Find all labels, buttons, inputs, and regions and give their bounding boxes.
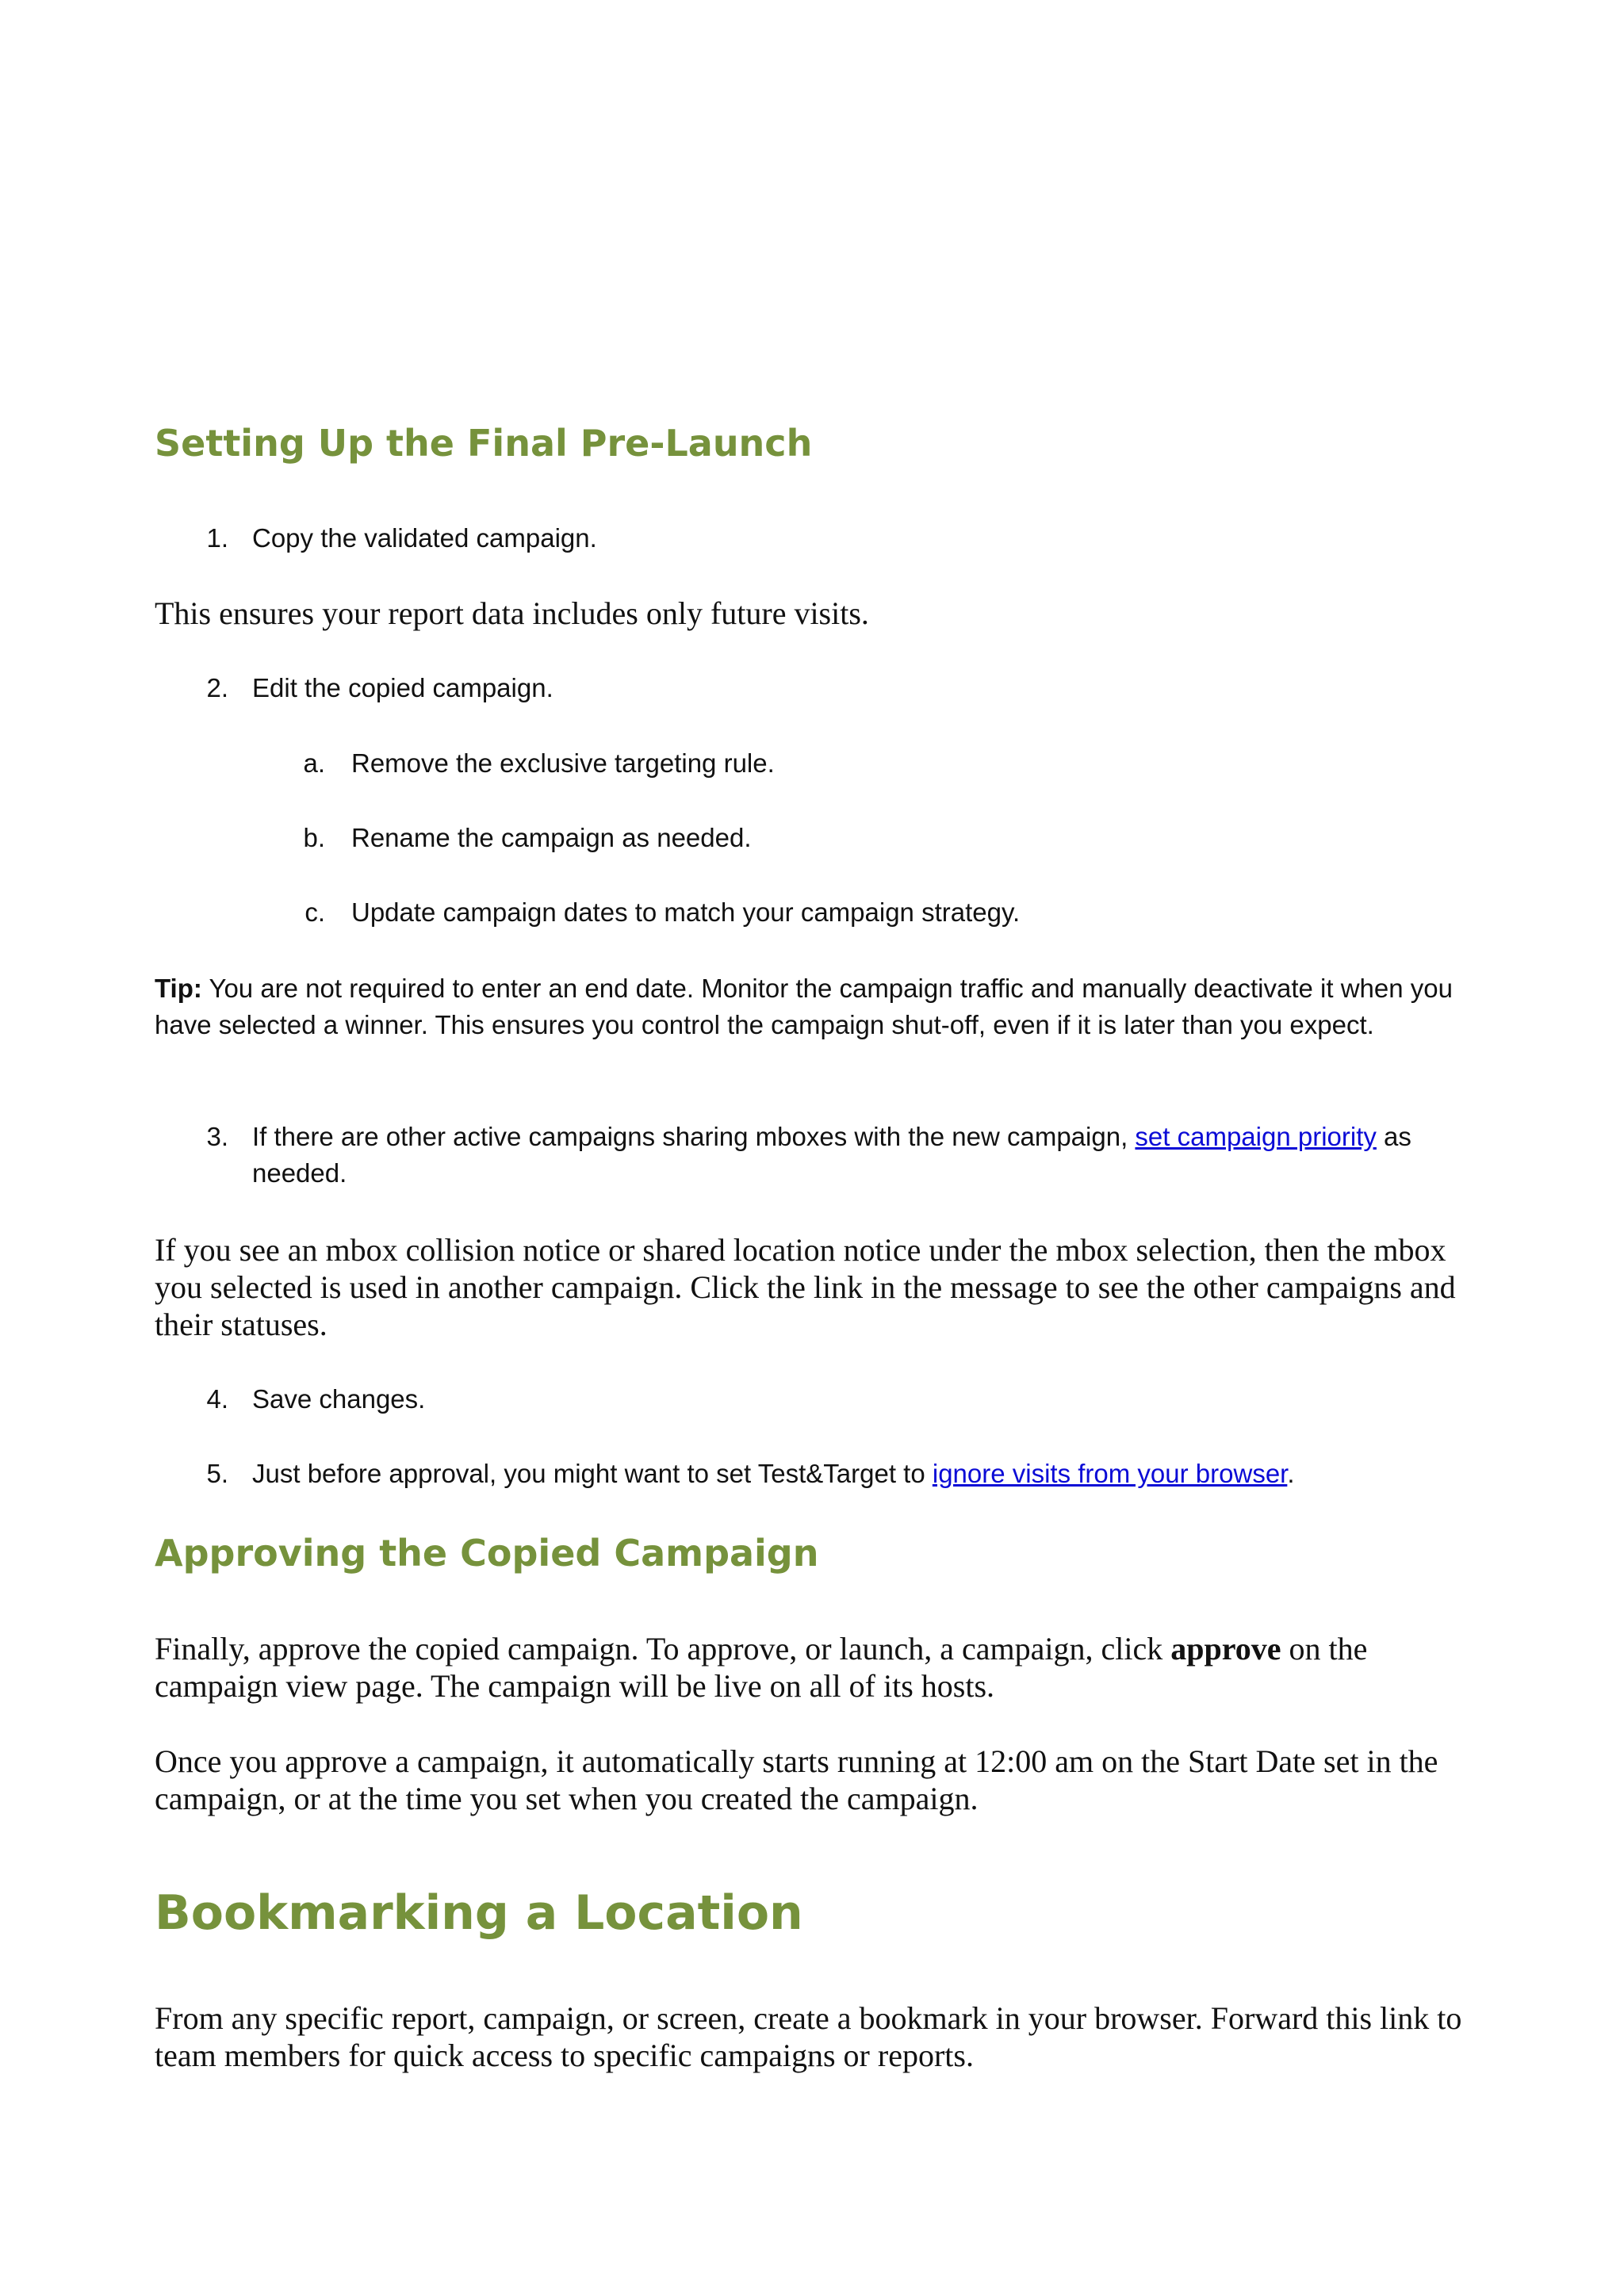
list-number: 4. <box>206 1384 228 1414</box>
sublist-item-update-dates: Update campaign dates to match your campaign strategy. <box>351 897 1021 927</box>
section-heading-final-prelaunch: Setting Up the Final Pre-Launch <box>155 422 813 465</box>
step5-text-after: . <box>1287 1459 1295 1488</box>
list-number: 1. <box>206 523 228 553</box>
sublist-item-rename: Rename the campaign as needed. <box>351 823 752 852</box>
paragraph-mbox-collision: If you see an mbox collision notice or shared location notice under the mbox selection, then the mbox you selected is used in another campaign. Click the link in the message to see the other campaigns and their statuses. <box>155 1232 1456 1342</box>
list-number: 5. <box>206 1459 228 1488</box>
approve-text-after: on the campaign view page. The campaign will be live on all of its hosts. <box>155 1631 1368 1704</box>
list-number: 3. <box>206 1122 228 1151</box>
list-item-save-changes: Save changes. <box>252 1384 426 1414</box>
sublist-letter: b. <box>303 823 325 852</box>
set-campaign-priority-link[interactable]: set campaign priority <box>1135 1122 1377 1151</box>
paragraph-bookmark: From any specific report, campaign, or screen, create a bookmark in your browser. Forward this link to team members for quick access to specific campaigns or reports. <box>155 2000 1462 2073</box>
step5-text-before: Just before approval, you might want to set Test&Target to <box>252 1459 933 1488</box>
section-heading-bookmarking: Bookmarking a Location <box>155 1885 803 1941</box>
paragraph-start-date: Once you approve a campaign, it automatically starts running at 12:00 am on the Start Date set in the campaign, or at the time you set when you created the campaign. <box>155 1743 1438 1816</box>
step3-text-after: as needed. <box>252 1122 1411 1188</box>
list-item-set-priority <box>252 1119 1465 1192</box>
list-item-edit-campaign: Edit the copied campaign. <box>252 673 553 702</box>
list-number: 2. <box>206 673 228 702</box>
ignore-visits-link[interactable]: ignore visits from your browser <box>932 1459 1288 1488</box>
paragraph-approve <box>155 1630 1463 1705</box>
approve-text-before: Finally, approve the copied campaign. To approve, or launch, a campaign, click <box>155 1631 1171 1667</box>
step3-text-before: If there are other active campaigns sharing mboxes with the new campaign, <box>252 1122 1136 1151</box>
sublist-letter: a. <box>303 748 325 778</box>
tip-text: You are not required to enter an end date. Monitor the campaign traffic and manually deactivate it when you have selected a winner. This ensures you control the campaign shut-off, even if it is later than you expect. <box>155 974 1453 1039</box>
list-item-ignore-visits <box>252 1456 1521 1492</box>
tip-paragraph <box>155 970 1463 1043</box>
section-heading-approving: Approving the Copied Campaign <box>155 1532 819 1575</box>
tip-label: Tip: <box>155 974 202 1003</box>
approve-bold: approve <box>1170 1631 1281 1667</box>
sublist-letter: c. <box>304 897 325 927</box>
list-item-copy-campaign: Copy the validated campaign. <box>252 523 597 553</box>
sublist-item-remove-rule: Remove the exclusive targeting rule. <box>351 748 775 778</box>
paragraph-future-visits: This ensures your report data includes only future visits. <box>155 595 869 631</box>
